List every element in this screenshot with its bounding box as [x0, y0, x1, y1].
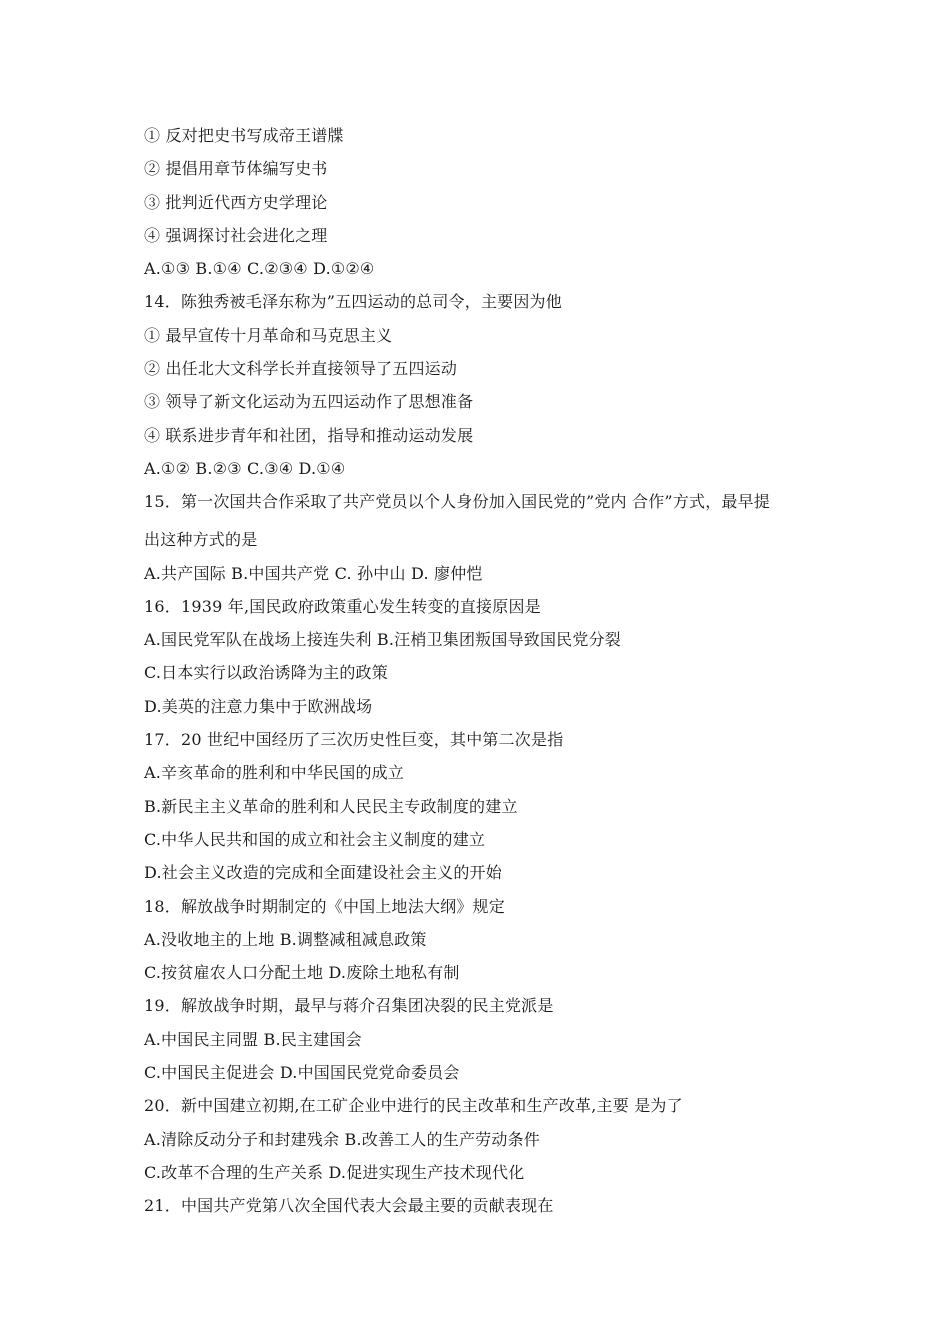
q16-choice-d: D.美英的注意力集中于欧洲战场	[144, 696, 373, 716]
answer-choices-13: A.①③ B.①④ C.②③④ D.①②④	[144, 259, 375, 279]
option-line-4: ④ 强调探讨社会进化之理	[144, 225, 328, 245]
q19-choices-cd: C.中国民主促进会 D.中国国民党党命委员会	[144, 1063, 460, 1083]
question-21: 21．中国共产党第八次全国代表大会最主要的贡献表现在	[144, 1196, 554, 1216]
q18-choices-ab: A.没收地主的上地 B.调整减租减息政策	[144, 929, 427, 949]
q14-option-2: ② 出任北大文科学长并直接领导了五四运动	[144, 359, 458, 379]
q16-choice-c: C.日本实行以政治诱降为主的政策	[144, 663, 388, 683]
answer-choices-14: A.①② B.②③ C.③④ D.①④	[144, 458, 346, 478]
q17-choice-d: D.社会主义改造的完成和全面建设社会主义的开始	[144, 863, 502, 883]
question-text-block	[144, 124, 824, 1228]
q17-choice-c: C.中华人民共和国的成立和社会主义制度的建立	[144, 829, 486, 849]
q17-choice-a: A.辛亥革命的胜利和中华民国的成立	[144, 763, 405, 783]
option-line-2: ② 提倡用章节体编写史书	[144, 159, 328, 179]
question-16: 16．1939 年,国民政府政策重心发生转变的直接原因是	[144, 596, 541, 616]
q17-choice-b: B.新民主主义革命的胜利和人民民主专政制度的建立	[144, 796, 518, 816]
question-15-cont: 出这种方式的是	[144, 530, 258, 550]
question-15: 15．第一次国共合作采取了共产党员以个人身份加入国民党的”党内 合作”方式，最早提	[144, 492, 771, 512]
q19-choices-ab: A.中国民主同盟 B.民主建国会	[144, 1029, 362, 1049]
q14-option-1: ① 最早宣传十月革命和马克思主义	[144, 325, 393, 345]
q18-choices-cd: C.按贫雇农人口分配土地 D.废除土地私有制	[144, 963, 460, 983]
question-14: 14．陈独秀被毛泽东称为”五四运动的总司令，主要因为他	[144, 292, 562, 312]
option-line-3: ③ 批判近代西方史学理论	[144, 192, 328, 212]
q20-choices-cd: C.改革不合理的生产关系 D.促进实现生产技术现代化	[144, 1162, 525, 1182]
q14-option-3: ③ 领导了新文化运动为五四运动作了思想准备	[144, 392, 474, 412]
question-18: 18．解放战争时期制定的《中国上地法大纲》规定	[144, 896, 505, 916]
q20-choices-ab: A.清除反动分子和封建残余 B.改善工人的生产劳动条件	[144, 1129, 540, 1149]
question-20: 20．新中国建立初期,在工矿企业中进行的民主改革和生产改革,主要 是为了	[144, 1096, 683, 1116]
question-17: 17．20 世纪中国经历了三次历史性巨变，其中第二次是指	[144, 730, 564, 750]
q14-option-4: ④ 联系进步青年和社团，指导和推动运动发展	[144, 425, 474, 445]
question-19: 19．解放战争时期，最早与蒋介召集团决裂的民主党派是	[144, 996, 554, 1016]
option-line-1: ① 反对把史书写成帝王谱牒	[144, 126, 344, 145]
q16-choices-ab: A.国民党军队在战场上接连失利 B.汪梢卫集团叛国导致国民党分裂	[144, 630, 621, 650]
answer-choices-15: A.共产国际 B.中国共产党 C. 孙中山 D. 廖仲恺	[144, 563, 483, 583]
